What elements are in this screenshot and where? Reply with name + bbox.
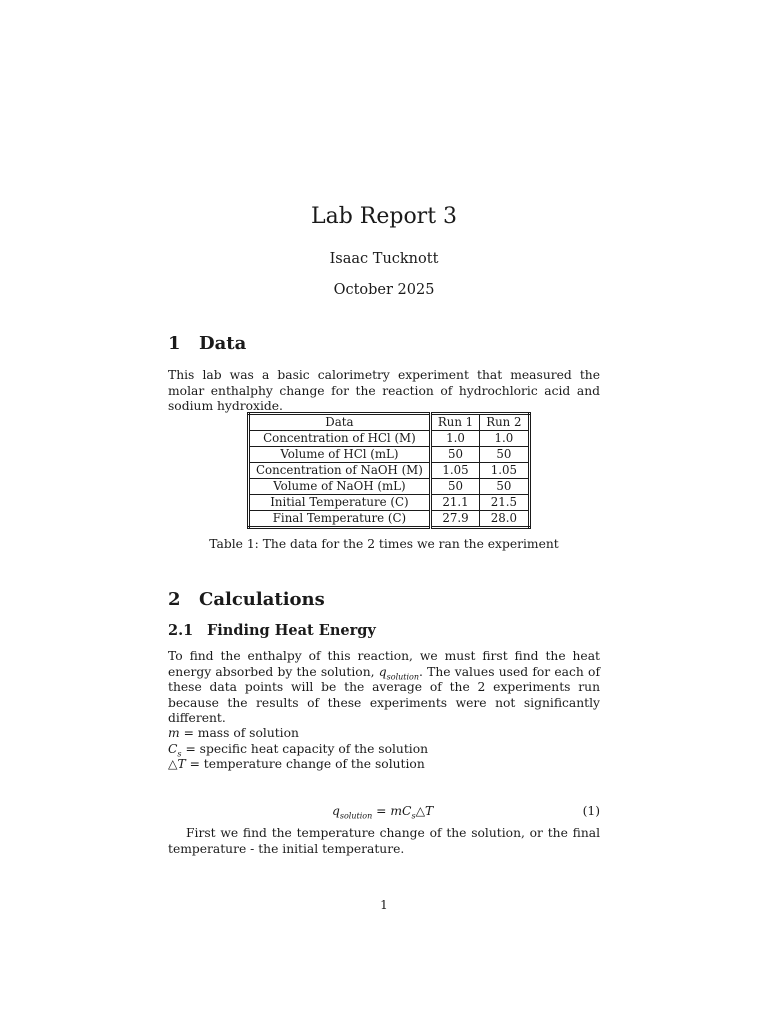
variable-subscript: s xyxy=(177,748,182,758)
section-number: 2 xyxy=(168,589,181,610)
table-row xyxy=(249,447,530,463)
temperature-paragraph: First we find the temperature change of the solution, or the final temperature - the initial temperature. xyxy=(168,826,600,856)
table-header-cell: Run 1 xyxy=(430,414,479,431)
section-heading-calculations xyxy=(168,589,325,610)
table-caption: Table 1: The data for the 2 times we ran the experiment xyxy=(209,537,559,551)
table-cell: 27.9 xyxy=(430,511,479,528)
table-header-cell: Run 2 xyxy=(480,414,529,431)
table-row xyxy=(249,511,530,528)
equation-body xyxy=(332,804,434,821)
equation-rhs-tail: △T xyxy=(415,804,434,818)
table-cell: 28.0 xyxy=(480,511,529,528)
variable-row xyxy=(168,726,428,742)
table-cell: 50 xyxy=(480,479,529,495)
author-name: Isaac Tucknott xyxy=(329,251,439,267)
variable-definition: = specific heat capacity of the solution xyxy=(181,741,429,756)
subsection-heading xyxy=(168,622,376,639)
q-subscript: solution xyxy=(386,671,420,681)
page-title: Lab Report 3 xyxy=(310,204,458,229)
subsection-number: 2.1 xyxy=(168,622,194,639)
equation-rhs-subscript: s xyxy=(411,811,416,821)
table-cell: 21.5 xyxy=(480,495,529,511)
variable-symbol: C xyxy=(168,741,178,756)
table-cell: Concentration of NaOH (M) xyxy=(249,463,431,479)
table-cell: 1.0 xyxy=(430,431,479,447)
table-cell: 21.1 xyxy=(430,495,479,511)
intro-paragraph: This lab was a basic calorimetry experiment that measured the molar enthalphy change for the reaction of hydrochloric acid and sodium hydroxide. xyxy=(168,368,600,413)
subsection-title: Finding Heat Energy xyxy=(207,622,376,639)
table-header-row xyxy=(249,414,530,431)
table-cell: Volume of NaOH (mL) xyxy=(249,479,431,495)
page-number: 1 xyxy=(380,898,388,912)
q-symbol: q xyxy=(378,664,387,679)
table-header-cell: Data xyxy=(249,414,431,431)
paragraph-text: . The values used for each of these data points will be the average of the 2 experiments run because the results of these experiments were not significantly different. xyxy=(168,664,600,725)
table-cell: Volume of HCl (mL) xyxy=(249,447,431,463)
table-cell: 1.05 xyxy=(430,463,479,479)
data-table xyxy=(247,412,531,529)
table-cell: 50 xyxy=(430,479,479,495)
variable-row xyxy=(168,742,428,758)
variable-symbol: △T xyxy=(168,757,186,771)
heat-energy-paragraph xyxy=(168,649,600,727)
document-date: October 2025 xyxy=(333,282,435,298)
table-cell: Initial Temperature (C) xyxy=(249,495,431,511)
table-cell: 1.05 xyxy=(480,463,529,479)
equation-number: (1) xyxy=(582,804,600,818)
section-title: Calculations xyxy=(199,589,325,610)
variable-definition: = temperature change of the solution xyxy=(185,757,425,771)
section-number: 1 xyxy=(168,333,181,354)
equation-rhs: = mC xyxy=(372,804,412,818)
section-title: Data xyxy=(199,333,247,354)
table-row xyxy=(249,431,530,447)
equation-lhs: q xyxy=(332,804,340,818)
table-cell: Concentration of HCl (M) xyxy=(249,431,431,447)
table-cell: 50 xyxy=(430,447,479,463)
paragraph-text: To find the enthalpy of this reaction, we must first find the heat energy absorbed by the solution, xyxy=(168,649,600,679)
section-heading-data xyxy=(168,333,246,354)
variable-symbol: m xyxy=(168,726,180,740)
table-row xyxy=(249,495,530,511)
table-cell: 50 xyxy=(480,447,529,463)
variable-definition: = mass of solution xyxy=(179,726,299,740)
table-row xyxy=(249,463,530,479)
variable-row xyxy=(168,757,428,773)
equation-lhs-subscript: solution xyxy=(339,811,373,821)
table-row xyxy=(249,479,530,495)
table-cell: 1.0 xyxy=(480,431,529,447)
table-cell: Final Temperature (C) xyxy=(249,511,431,528)
variable-definitions xyxy=(168,726,428,773)
